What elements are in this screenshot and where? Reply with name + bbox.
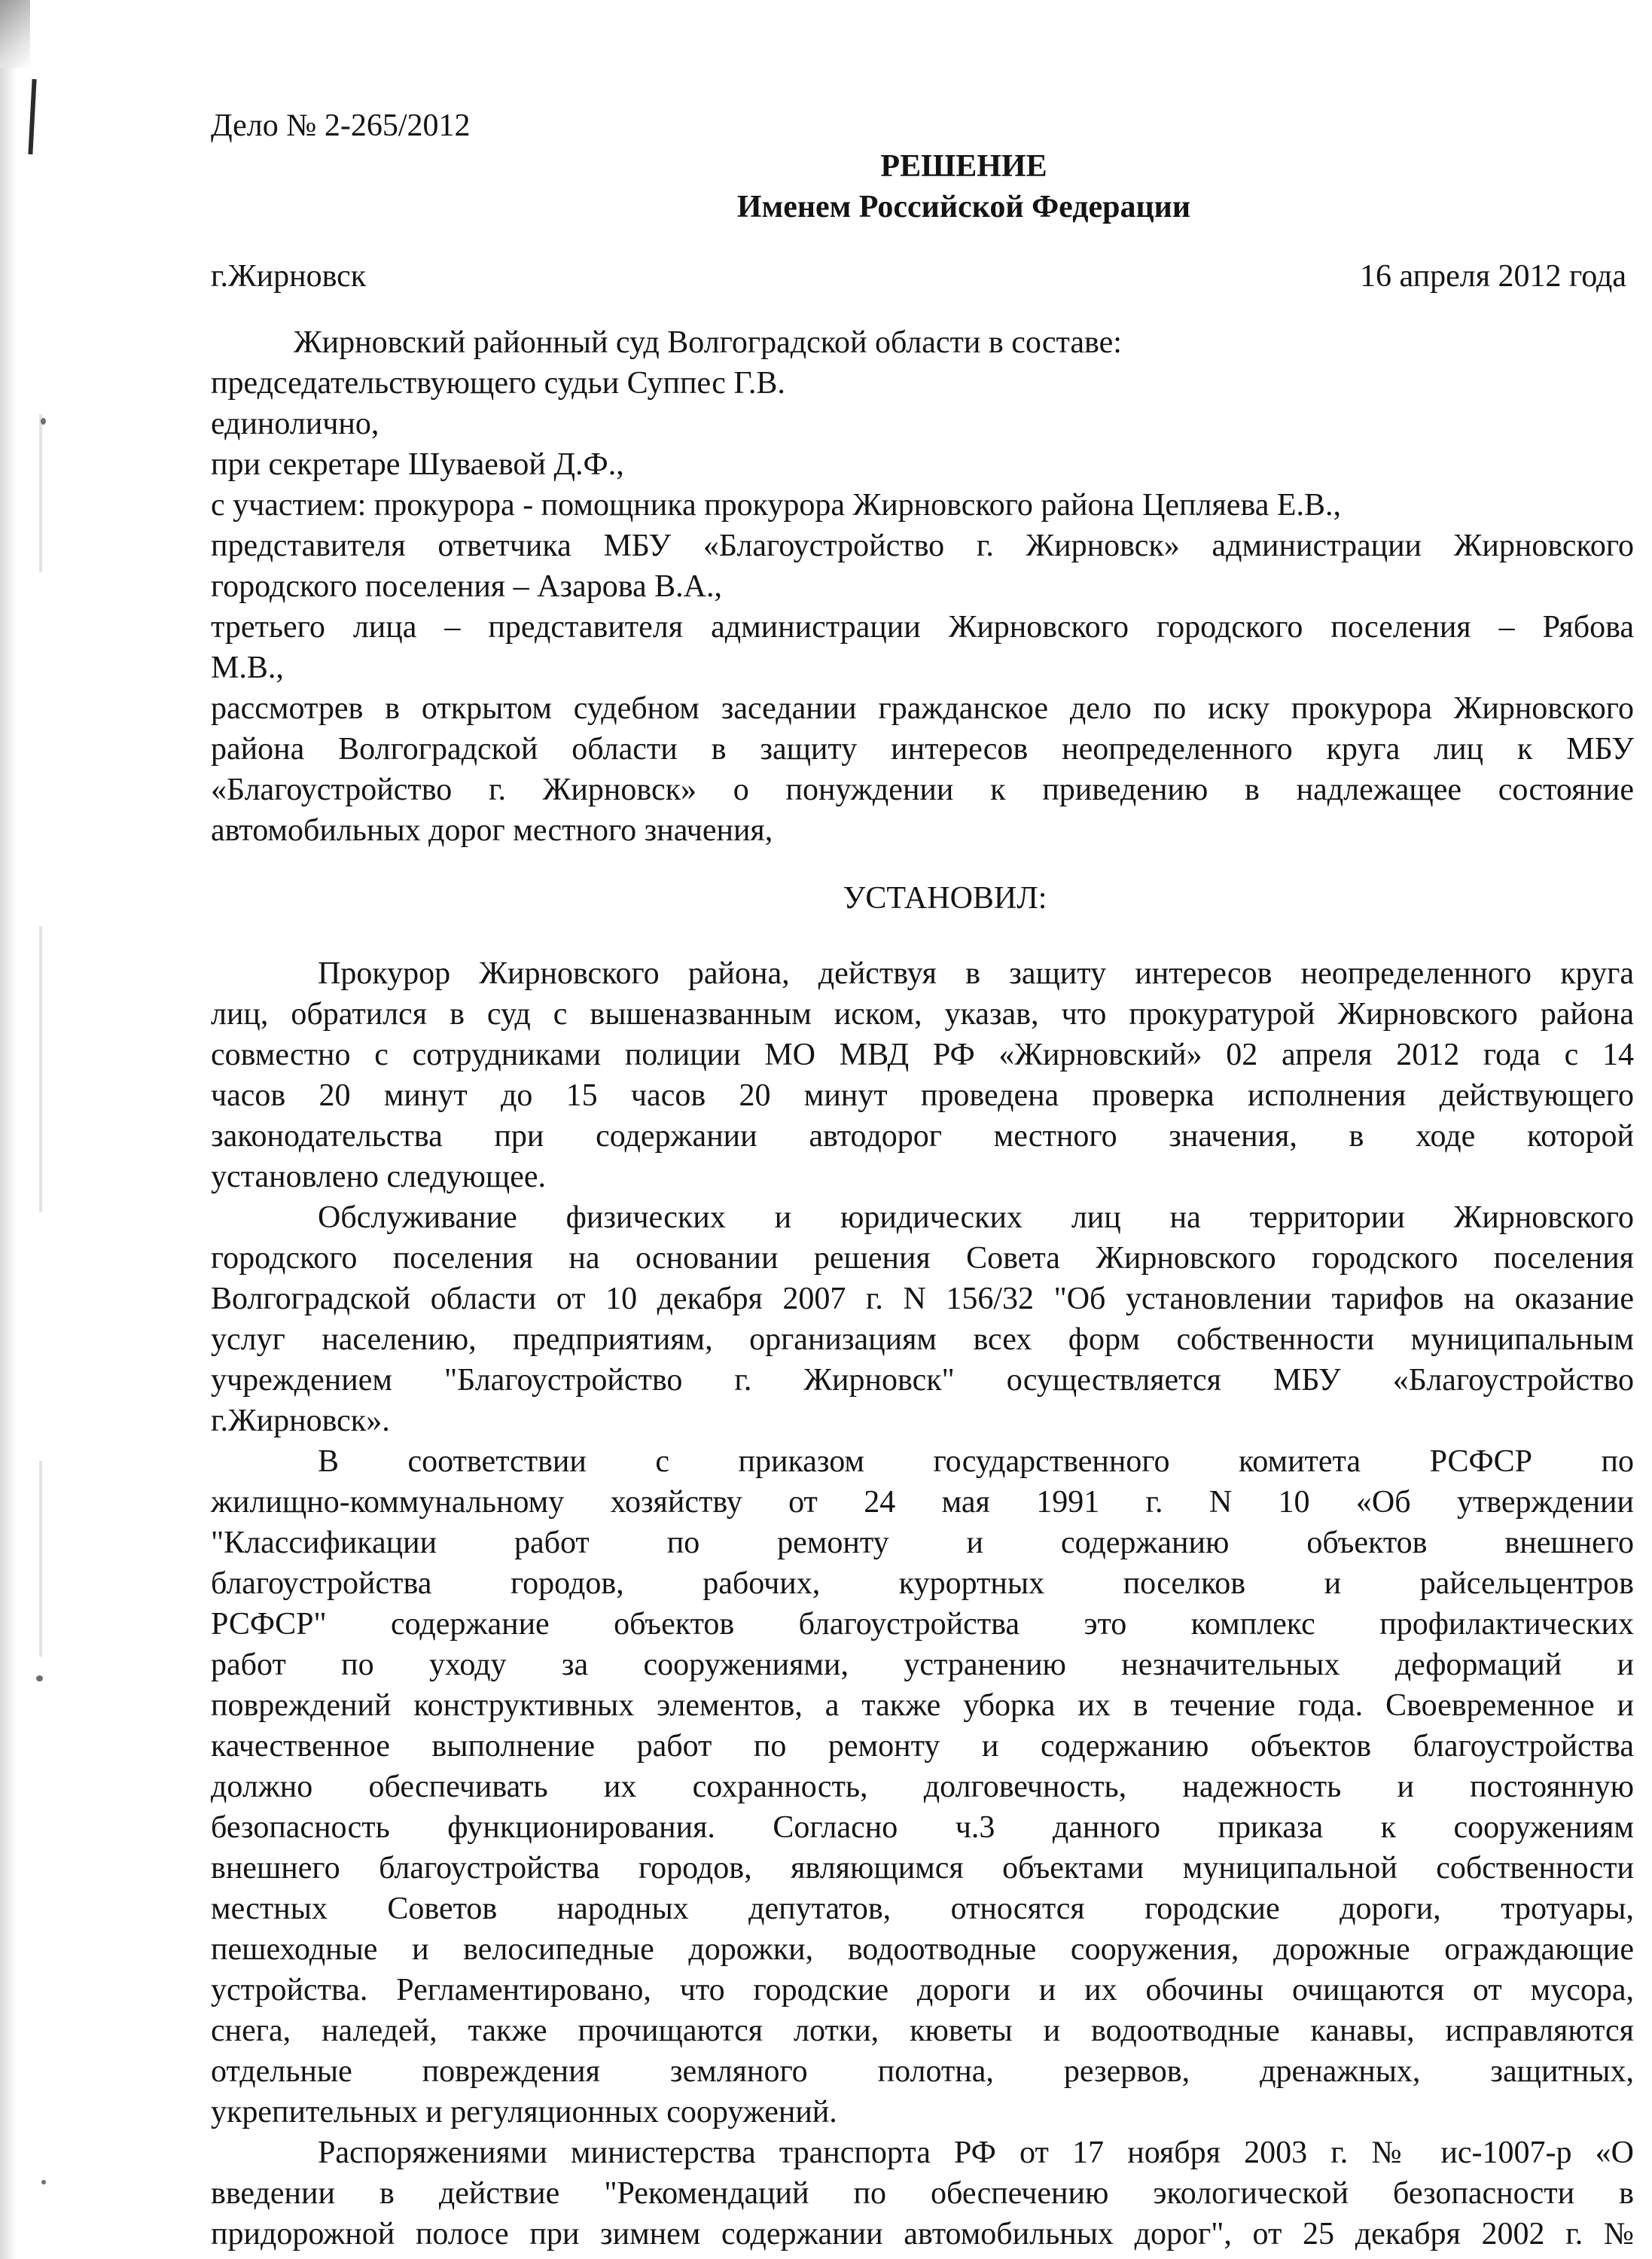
text-line: качественное выполнение работ по ремонту и содержанию объектов благоустройства	[211, 1729, 1634, 1764]
participant-line: председательствующего судьи Суппес Г.В.	[211, 366, 785, 401]
paragraph-4	[211, 2132, 1634, 2254]
respondent-line: представителя ответчика МБУ «Благоустройство г. Жирновск» администрации Жирновского	[211, 529, 1634, 563]
text-line: укрепительных и регуляционных сооружений.	[211, 2095, 837, 2129]
text-line: РСФСР" содержание объектов благоустройства это комплекс профилактических	[211, 1607, 1634, 1642]
binding-thread	[39, 1461, 42, 1657]
considered-line: района Волгоградской области в защиту интересов неопределенного круга лиц к МБУ	[211, 732, 1634, 767]
text-line: безопасность функционирования. Согласно ч.3 данного приказа к сооружениям	[211, 1810, 1634, 1845]
text-line: г.Жирновск».	[211, 1404, 390, 1438]
place-date-line	[211, 256, 1634, 297]
text-line: введении в действие "Рекомендаций по обеспечению экологической безопасности в	[211, 2176, 1634, 2211]
document-title: РЕШЕНИЕ	[880, 149, 1047, 184]
participant-line: с участием: прокурора - помощника прокурора Жирновского района Цепляева Е.В.,	[211, 488, 1342, 523]
text-line: снега, наледей, также прочищаются лотки, кюветы и водоотводные канавы, исправляются	[211, 2014, 1634, 2048]
text-line: жилищно-коммунальному хозяйству от 24 мая 1991 г. N 10 «Об утверждении	[211, 1485, 1634, 1520]
participant-line: при секретаре Шуваевой Д.Ф.,	[211, 447, 624, 482]
scan-speck	[41, 418, 46, 425]
page-edge-shadow	[0, 0, 17, 2259]
text-line: учреждением "Благоустройство г. Жирновск" осуществляется МБУ «Благоустройство	[211, 1363, 1634, 1398]
text-line: услуг населению, предприятиям, организациям всех форм собственности муниципальным	[211, 1322, 1634, 1357]
respondent-line: городского поселения – Азарова В.А.,	[211, 569, 722, 604]
text-line: повреждений конструктивных элементов, а также уборка их в течение года. Своевременное и	[211, 1688, 1634, 1723]
text-line: должно обеспечивать их сохранность, долговечность, надежность и постоянную	[211, 1770, 1634, 1804]
text-line: Распоряжениями министерства транспорта РФ от 17 ноября 2003 г. № ис-1007-р «О	[318, 2136, 1634, 2170]
third-party-line: третьего лица – представителя администрации Жирновского городского поселения – Рябова	[211, 610, 1634, 645]
court-intro: Жирновский районный суд Волгоградской области в составе:	[294, 325, 1122, 360]
text-line: пешеходные и велосипедные дорожки, водоотводные сооружения, дорожные ограждающие	[211, 1932, 1634, 1967]
considered-line: рассмотрев в открытом судебном заседании гражданское дело по иску прокурора Жирновского	[211, 691, 1634, 726]
considered-line: автомобильных дорог местного значения,	[211, 813, 773, 848]
established-heading: УСТАНОВИЛ:	[843, 881, 1047, 916]
punch-mark	[28, 79, 36, 154]
text-line: установлено следующее.	[211, 1160, 547, 1194]
text-line: "Классификации работ по ремонту и содержанию объектов внешнего	[211, 1526, 1634, 1560]
binding-thread	[39, 414, 42, 572]
participant-line: единолично,	[211, 407, 379, 441]
document-body	[211, 105, 1634, 2254]
place: г.Жирновск	[211, 259, 367, 294]
text-line: внешнего благоустройства городов, являющимся объектами муниципальной собственности	[211, 1851, 1634, 1886]
paragraph-2	[211, 1197, 1634, 1441]
third-party-line: М.В.,	[211, 651, 284, 685]
text-line: местных Советов народных депутатов, относятся городские дороги, тротуары,	[211, 1892, 1634, 1926]
text-line: лиц, обратился в суд с вышеназванным иском, указав, что прокуратурой Жирновского района	[211, 997, 1634, 1032]
text-line: Прокурор Жирновского района, действуя в защиту интересов неопределенного круга	[318, 956, 1634, 991]
text-line: работ по уходу за сооружениями, устранению незначительных деформаций и	[211, 1648, 1634, 1682]
considered-line: «Благоустройство г. Жирновск» о понуждении к приведению в надлежащее состояние	[211, 773, 1634, 807]
text-line: устройства. Регламентировано, что городские дороги и их обочины очищаются от мусора,	[211, 1973, 1634, 2007]
date: 16 апреля 2012 года	[1360, 259, 1626, 294]
text-line: часов 20 минут до 15 часов 20 минут проведена проверка исполнения действующего	[211, 1078, 1634, 1113]
case-number: Дело № 2-265/2012	[211, 108, 471, 143]
page-corner-shade	[0, 0, 30, 68]
text-line: совместно с сотрудниками полиции МО МВД РФ «Жирновский» 02 апреля 2012 года с 14	[211, 1038, 1634, 1072]
document-subtitle: Именем Российской Федерации	[736, 190, 1191, 224]
scan-speck	[36, 1675, 43, 1681]
text-line: городского поселения на основании решения Совета Жирновского городского поселения	[211, 1241, 1634, 1276]
paragraph-3	[211, 1441, 1634, 2132]
text-line: законодательства при содержании автодорог местного значения, в ходе которой	[211, 1119, 1634, 1154]
text-line: Обслуживание физических и юридических лиц на территории Жирновского	[318, 1200, 1634, 1235]
text-line: Волгоградской области от 10 декабря 2007 г. N 156/32 "Об установлении тарифов на оказание	[211, 1282, 1634, 1316]
text-line: В соответствии с приказом государственного комитета РСФСР по	[318, 1444, 1634, 1479]
text-line: благоустройства городов, рабочих, курортных поселков и райсельцентров	[211, 1566, 1634, 1601]
paragraph-1	[211, 953, 1634, 1197]
text-line: придорожной полосе при зимнем содержании автомобильных дорог", от 25 декабря 2002 г. №	[211, 2217, 1634, 2251]
binding-thread	[39, 926, 42, 1212]
scan-speck	[41, 2180, 46, 2184]
text-line: отдельные повреждения земляного полотна, резервов, дренажных, защитных,	[211, 2054, 1634, 2089]
